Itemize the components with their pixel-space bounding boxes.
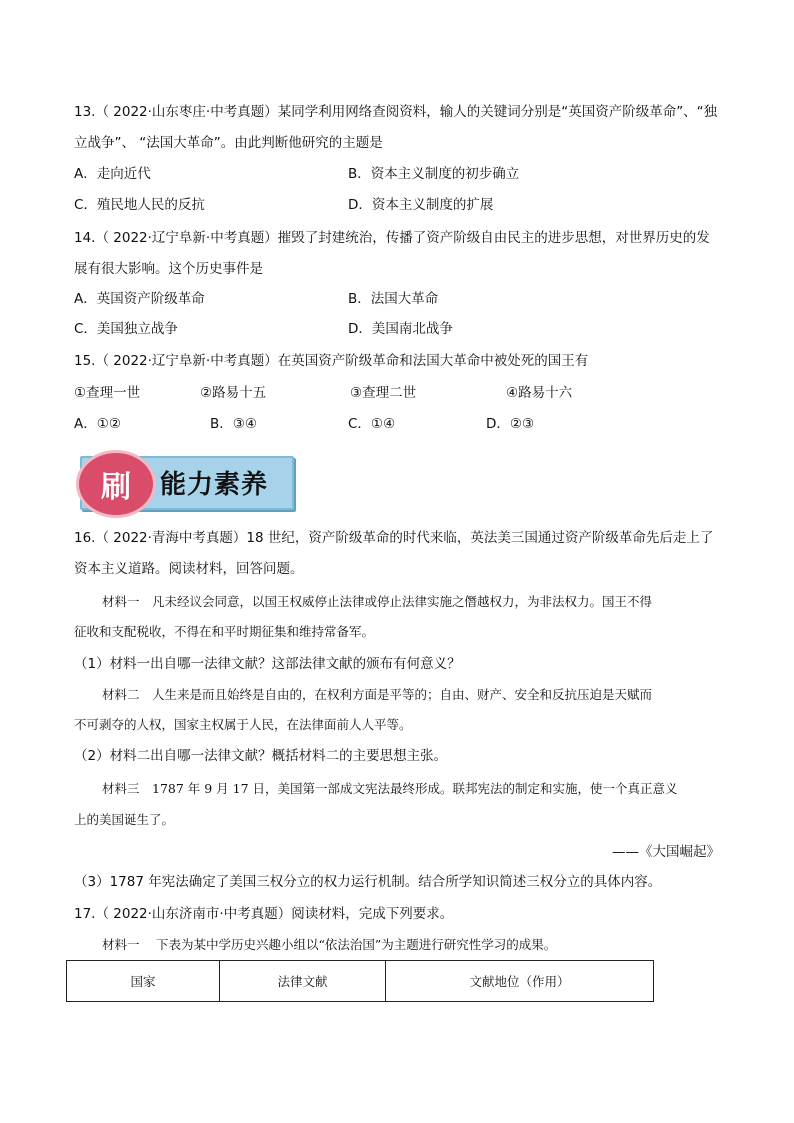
q16-stem-line2: 资本主义道路。阅读材料，回答问题。 <box>74 561 304 577</box>
q13-option-a[interactable]: A．走向近代 <box>74 166 151 182</box>
q13-stem-line1: 13.（ 2022·山东枣庄·中考真题）某同学利用网络查阅资料，输人的关键词分别是“英国资产阶级革命”、“独 <box>74 104 718 120</box>
q14-stem-line1: 14.（ 2022·辽宁阜新·中考真题）摧毁了封建统治，传播了资产阶级自由民主的进步思想，对世界历史的发 <box>74 230 710 246</box>
section-banner <box>76 452 290 510</box>
q14-option-c[interactable]: C．美国独立战争 <box>74 321 178 337</box>
q13-option-c[interactable]: C．殖民地人民的反抗 <box>74 197 205 213</box>
table-header-law: 法律文献 <box>220 961 386 1002</box>
q15-option-a[interactable]: A．①② <box>74 416 121 432</box>
q16-material3-line1: 材料三 1787 年 9 月 17 日，美国第一部成文宪法最终形成。联邦宪法的制定和实施，使一个真正意义 <box>102 781 678 796</box>
q17-table <box>66 960 654 1002</box>
q14-option-b[interactable]: B．法国大革命 <box>348 291 439 307</box>
q16-material1-line1: 材料一 凡未经议会同意，以国王权威停止法律或停止法律实施之僭越权力，为非法权力。国王不得 <box>102 594 653 609</box>
q13-stem-line2: 立战争”、 “法国大革命”。由此判断他研究的主题是 <box>74 135 383 151</box>
q16-material2-line1: 材料二 人生来是而且始终是自由的，在权利方面是平等的；自由、财产、安全和反抗压迫是天赋而 <box>102 687 653 702</box>
banner-title: 能力素养 <box>160 470 269 500</box>
q15-option-c[interactable]: C．①④ <box>348 416 396 432</box>
q15-item-3: ③查理二世 <box>350 385 417 401</box>
q16-material3-source: ——《大国崛起》 <box>612 844 720 860</box>
q17-material1: 材料一 下表为某中学历史兴趣小组以“依法治国”为主题进行研究性学习的成果。 <box>102 937 557 952</box>
q15-option-b[interactable]: B．③④ <box>210 416 257 432</box>
q16-material1-line2: 征收和支配税收，不得在和平时期征集和维持常备军。 <box>74 624 375 639</box>
q15-item-1: ①查理一世 <box>74 385 141 401</box>
table-header-country: 国家 <box>67 961 220 1002</box>
q14-option-a[interactable]: A．英国资产阶级革命 <box>74 291 205 307</box>
q15-item-2: ②路易十五 <box>200 385 267 401</box>
q16-subquestion-2: （2）材料二出自哪一法律文献？概括材料二的主要思想主张。 <box>74 748 448 764</box>
q16-material3-line2: 上的美国诞生了。 <box>74 812 175 827</box>
q13-option-b[interactable]: B．资本主义制度的初步确立 <box>348 166 520 182</box>
q14-option-d[interactable]: D．美国南北战争 <box>348 321 453 337</box>
q15-stem-line1: 15.（ 2022·辽宁阜新·中考真题）在英国资产阶级革命和法国大革命中被处死的国王有 <box>74 353 589 369</box>
q15-option-d[interactable]: D．②③ <box>486 416 535 432</box>
q17-stem-line1: 17.（ 2022·山东济南市·中考真题）阅读材料，完成下列要求。 <box>74 906 454 922</box>
table-header-row <box>67 961 654 1002</box>
table-header-status: 文献地位（作用） <box>386 961 654 1002</box>
q13-option-d[interactable]: D．资本主义制度的扩展 <box>348 197 494 213</box>
q16-subquestion-1: （1）材料一出自哪一法律文献？这部法律文献的颁布有何意义？ <box>74 656 461 672</box>
q16-material2-line2: 不可剥夺的人权，国家主权属于人民，在法律面前人人平等。 <box>74 717 412 732</box>
q15-item-4: ④路易十六 <box>506 385 573 401</box>
q16-stem-line1: 16.（ 2022·青海中考真题）18 世纪，资产阶级革命的时代来临，英法美三国通过资产阶级革命先后走上了 <box>74 530 714 546</box>
banner-badge: 刷 <box>76 450 156 518</box>
q14-stem-line2: 展有很大影响。这个历史事件是 <box>74 261 263 277</box>
q16-subquestion-3: （3）1787 年宪法确定了美国三权分立的权力运行机制。结合所学知识简述三权分立的具体内容。 <box>74 874 662 890</box>
